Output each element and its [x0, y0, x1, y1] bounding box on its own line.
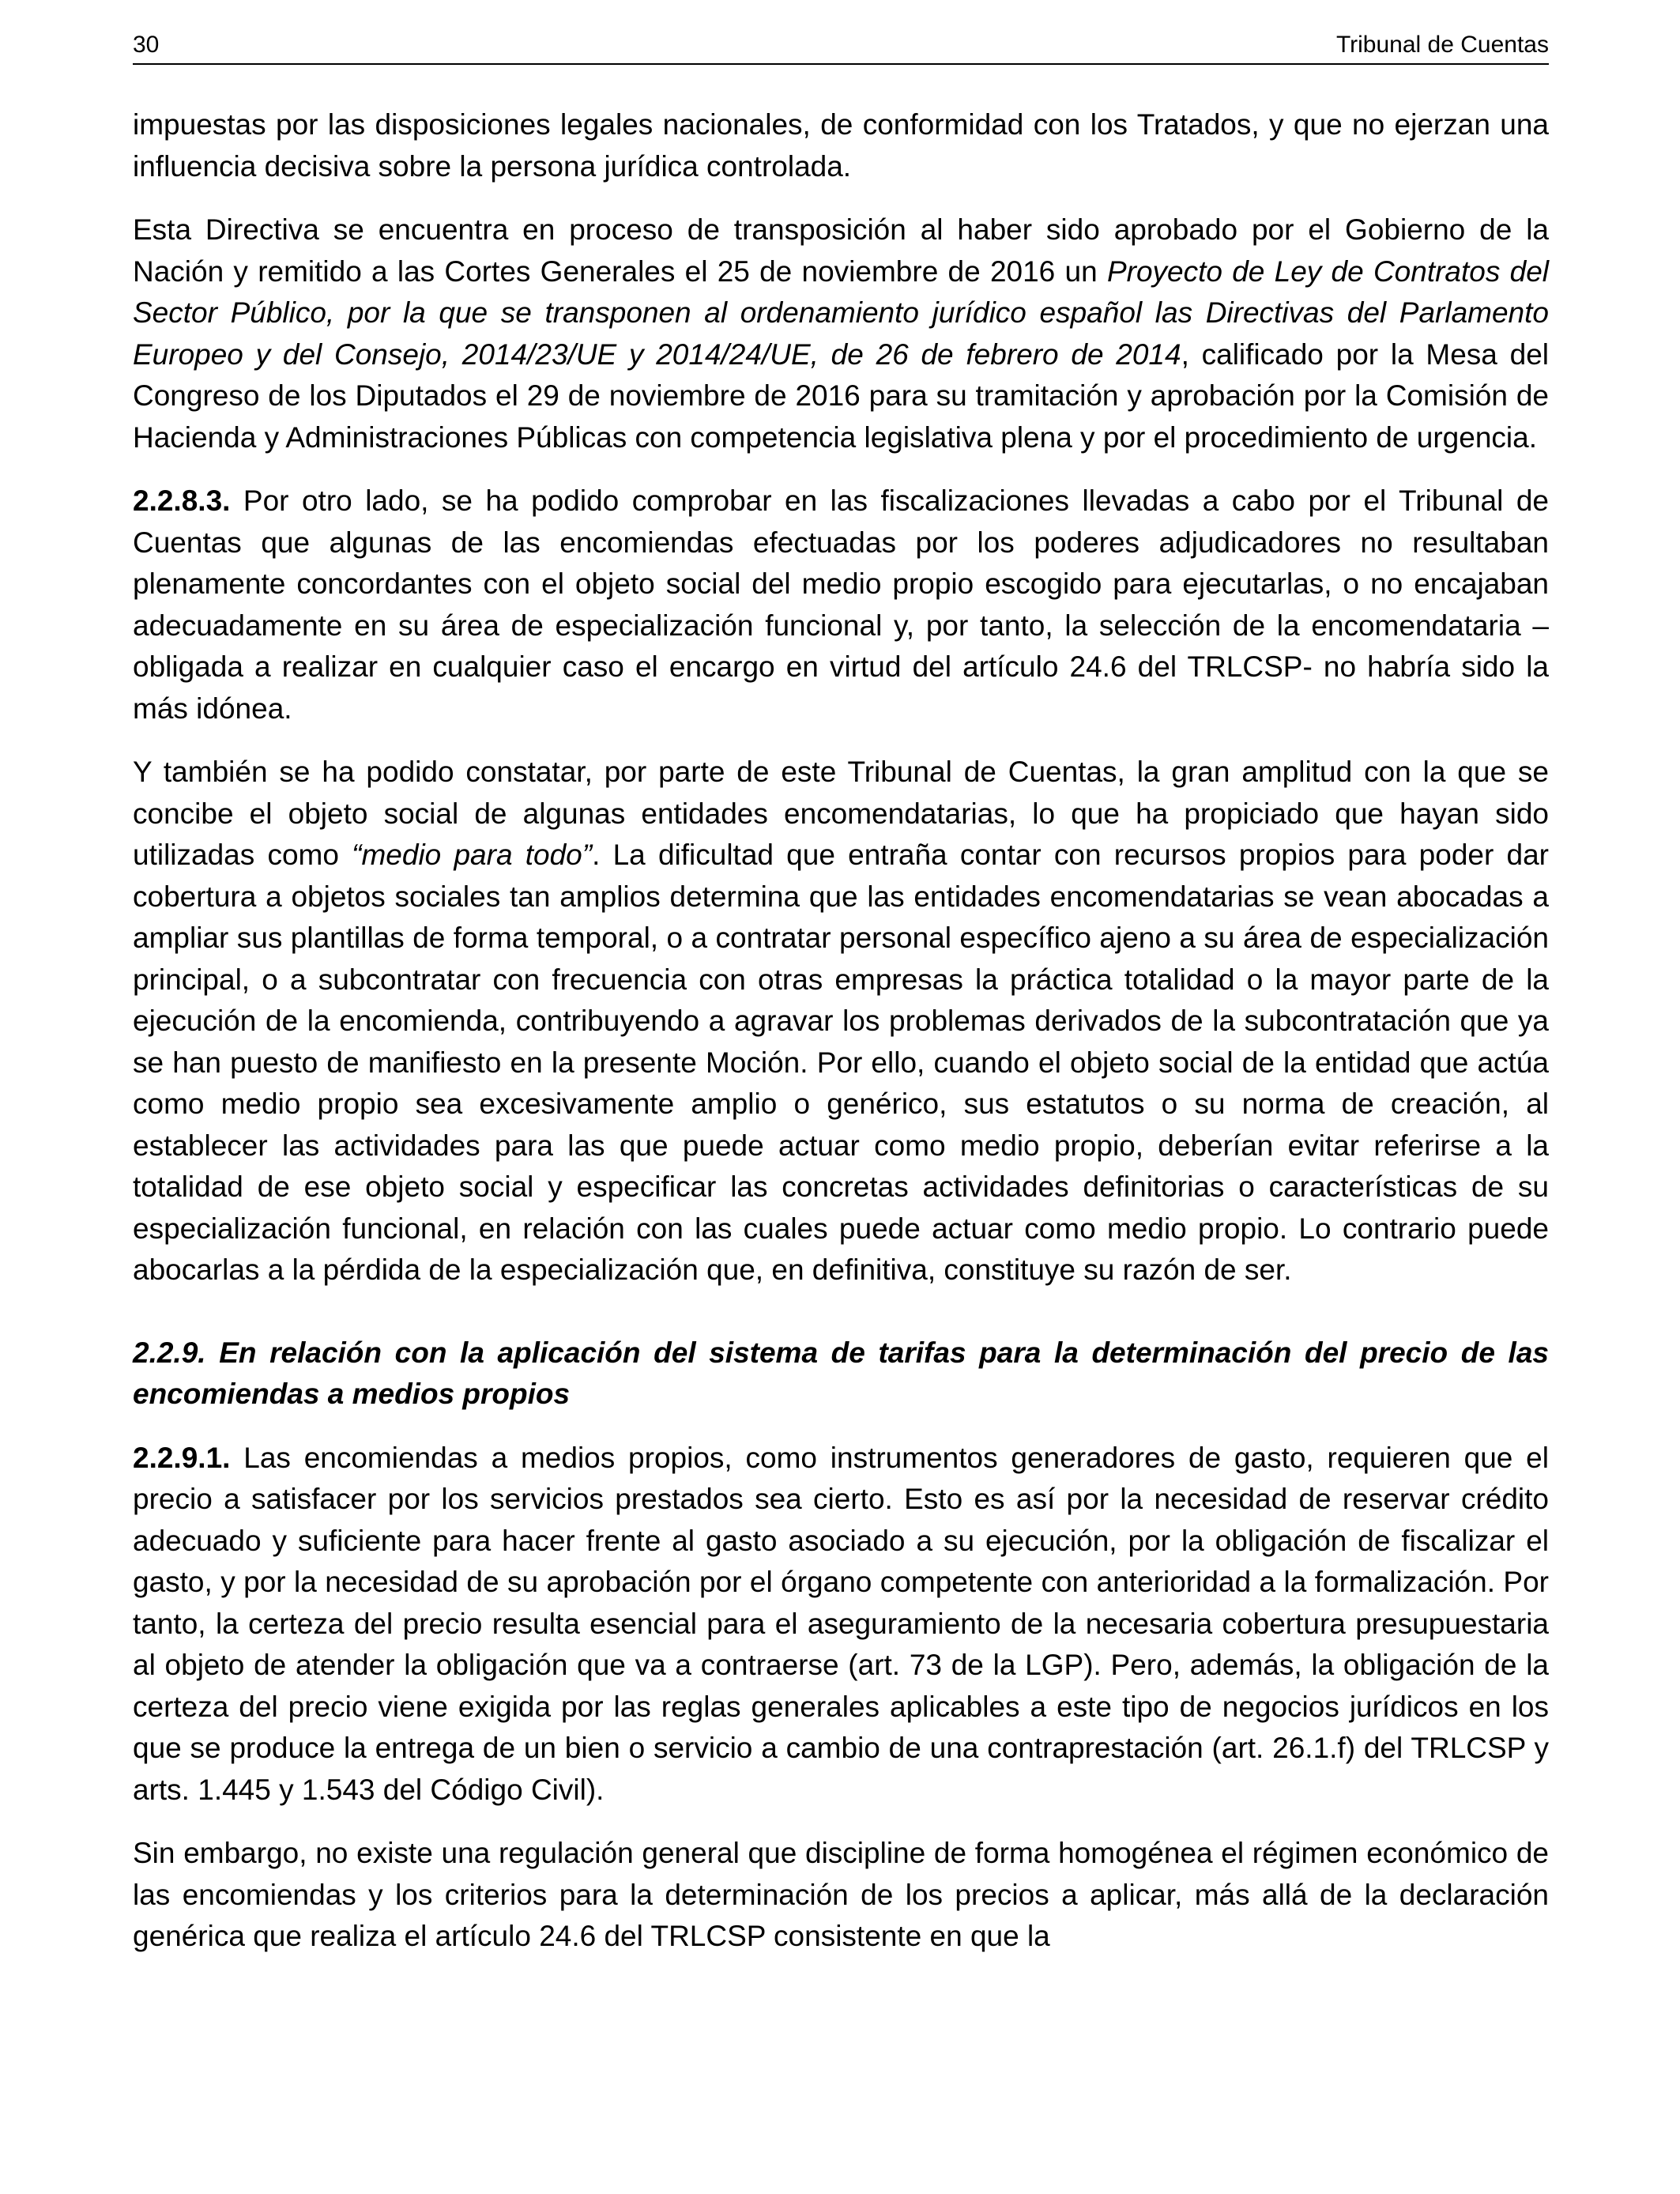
section-number: 2.2.9.1. — [133, 1441, 231, 1474]
document-body — [133, 104, 1549, 1980]
paragraph-2 — [133, 209, 1549, 458]
paragraph-2-2-8-3-text: Por otro lado, se ha podido comprobar en las fiscalizaciones llevadas a cabo por el Tribunal de Cuentas que algunas de las encomiendas efectuadas por los poderes adjudicadores no resultaban plenamente concordantes con el objeto social del medio propio escogido para ejecutarlas, o no encajaban adecuadamente en su área de especialización funcional y, por tanto, la selección de la encomendataria –obligada a realizar en cualquier caso el encargo en virtud del artículo 24.6 del TRLCSP- no habría sido la más idónea. — [133, 484, 1549, 725]
paragraph-2-text-b: , calificado por la Mesa del Congreso de los Diputados el 29 de noviembre de 2016 para su tramitación y aprobación por la Comisión de Hacienda y Administraciones Públicas con competencia legislativa plena y por el procedimiento de urgencia. — [133, 337, 1549, 454]
quote-italic: “medio para todo” — [352, 839, 593, 871]
paragraph-2-2-9-1 — [133, 1438, 1549, 1811]
paragraph-1-text: impuestas por las disposiciones legales nacionales, de conformidad con los Tratados, y que no ejerzan una influencia decisiva sobre la persona jurídica controlada. — [133, 108, 1549, 183]
paragraph-4-text-a: Y también se ha podido constatar, por parte de este Tribunal de Cuentas, la gran amplitud con la que se concibe el objeto social de algunas entidades encomendatarias, lo que ha propiciado que hayan sido utilizadas como — [133, 756, 1549, 871]
paragraph-1 — [133, 104, 1549, 187]
law-title-italic: Proyecto de Ley de Contratos del Sector Público, por la que se transponen al ordenamiento jurídico español las Directivas del Parlamento Europeo y del Consejo, 2014/23/UE y 2014/24/UE, de 26 de febrero de 2014 — [133, 254, 1549, 371]
paragraph-4 — [133, 752, 1549, 1291]
running-title: Tribunal de Cuentas — [1335, 32, 1549, 58]
section-heading-2-2-9: 2.2.9. En relación con la aplicación del sistema de tarifas para la determinación del precio de las encomiendas a medios propios — [133, 1336, 1549, 1410]
paragraph-2-2-8-3 — [133, 481, 1549, 729]
paragraph-2-text-a: Esta Directiva se encuentra en proceso de transposición al haber sido aprobado por el Gobierno de la Nación y remitido a las Cortes Generales el 25 de noviembre de 2016 un — [133, 213, 1549, 288]
paragraph-6 — [133, 1833, 1549, 1958]
page-header — [133, 28, 1549, 65]
paragraph-6-text: Sin embargo, no existe una regulación general que discipline de forma homogénea el régimen económico de las encomiendas y los criterios para la determinación de los precios a aplicar, más allá de la declaración genérica que realiza el artículo 24.6 del TRLCSP consistente en que la — [133, 1837, 1549, 1952]
page-number: 30 — [133, 32, 160, 58]
paragraph-2-2-9-1-text: Las encomiendas a medios propios, como instrumentos generadores de gasto, requieren que el precio a satisfacer por los servicios prestados sea cierto. Esto es así por la necesidad de reservar crédito adecuado y suficiente para hacer frente al gasto asociado a su ejecución, por la obligación de fiscalizar el gasto, y por la necesidad de su aprobación por el órgano competente con anterioridad a la formalización. Por tanto, la certeza del precio resulta esencial para el aseguramiento de la necesaria cobertura presupuestaria al objeto de atender la obligación que va a contraerse (art. 73 de la LGP). Pero, además, la obligación de la certeza del precio viene exigida por las reglas generales aplicables a este tipo de negocios jurídicos en los que se produce la entrega de un bien o servicio a cambio de una contraprestación (art. 26.1.f) del TRLCSP y arts. 1.445 y 1.543 del Código Civil). — [133, 1441, 1549, 1806]
paragraph-4-text-b: . La dificultad que entraña contar con recursos propios para poder dar cobertura a objetos sociales tan amplios determina que las entidades encomendatarias se vean abocadas a ampliar sus plantillas de forma temporal, o a contratar personal específico ajeno a su área de especialización principal, o a subcontratar con frecuencia con otras empresas la práctica totalidad o la mayor parte de la ejecución de la encomienda, contribuyendo a agravar los problemas derivados de la subcontratación que ya se han puesto de manifiesto en la presente Moción. Por ello, cuando el objeto social de la entidad que actúa como medio propio sea excesivamente amplio o genérico, sus estatutos o su norma de creación, al establecer las actividades para las que puede actuar como medio propio, deberían evitar referirse a la totalidad de ese objeto social y especificar las concretas actividades definitorias o características de su especialización funcional, en relación con las cuales puede actuar como medio propio. Lo contrario puede abocarlas a la pérdida de la especialización que, en definitiva, constituye su razón de ser. — [133, 839, 1549, 1286]
section-number: 2.2.8.3. — [133, 484, 231, 517]
